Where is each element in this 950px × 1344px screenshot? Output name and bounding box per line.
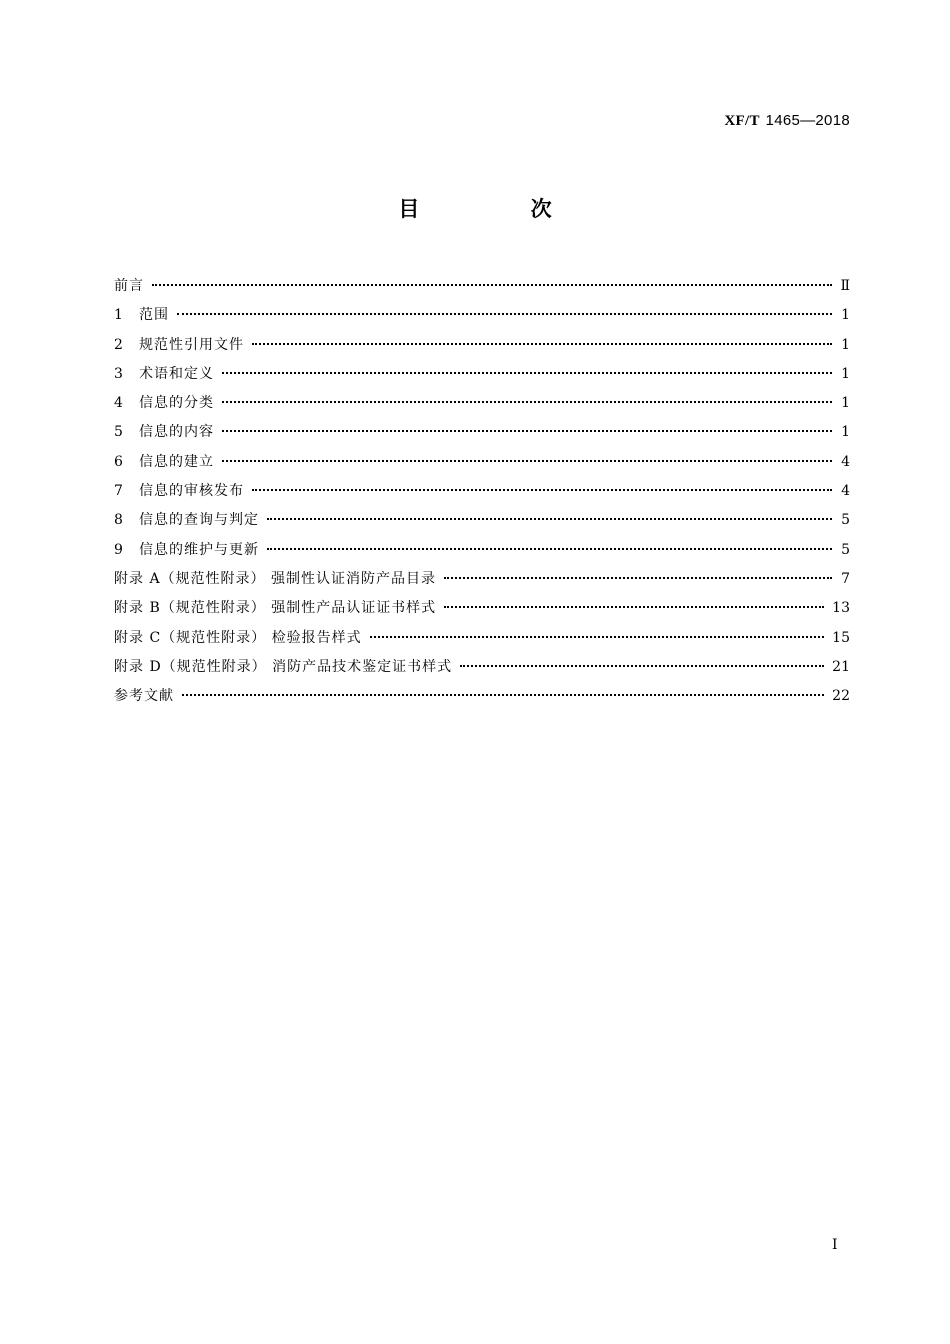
toc-row-1[interactable]	[114, 301, 850, 330]
toc-section-number: 4	[114, 395, 123, 412]
toc-page-number: 1	[841, 307, 850, 324]
toc-label	[114, 389, 214, 418]
toc-label	[114, 301, 169, 330]
toc-label	[114, 506, 259, 535]
dot-leader	[267, 548, 832, 550]
toc-page-number: 1	[841, 395, 850, 412]
dot-leader	[460, 665, 824, 667]
toc-row-4[interactable]	[114, 389, 850, 418]
toc-page-number: 7	[841, 570, 850, 587]
page-title: 目 次	[398, 197, 604, 221]
toc-label	[114, 536, 259, 565]
toc-section-number: 3	[114, 365, 123, 382]
dot-leader	[444, 577, 832, 579]
dot-leader	[267, 518, 832, 520]
toc-label: 前言	[114, 278, 144, 294]
toc-row-3[interactable]	[114, 360, 850, 389]
toc-row-8[interactable]	[114, 506, 850, 535]
toc-row-foreword[interactable]	[114, 272, 850, 301]
dot-leader	[182, 694, 824, 696]
toc-row-7[interactable]	[114, 477, 850, 506]
toc-section-number: 5	[114, 424, 123, 441]
dot-leader	[177, 313, 832, 315]
dot-leader	[152, 284, 832, 286]
standard-code	[724, 112, 850, 130]
toc-section-title: 信息的查询与判定	[139, 512, 259, 529]
toc-section-number: 6	[114, 453, 123, 470]
toc-page-number: 5	[841, 541, 850, 558]
toc-label: 附录 D（规范性附录） 消防产品技术鉴定证书样式	[114, 658, 453, 675]
toc-section-number: 1	[114, 307, 123, 324]
dot-leader	[444, 606, 824, 608]
toc-row-9[interactable]	[114, 536, 850, 565]
toc-section-title: 范围	[139, 307, 169, 324]
toc-label	[114, 418, 214, 447]
toc-section-number: 8	[114, 512, 123, 529]
toc-row-5[interactable]	[114, 418, 850, 447]
dot-leader	[222, 401, 832, 403]
standard-code-number: 1465—2018	[765, 112, 850, 129]
toc-page-number: 21	[832, 658, 850, 675]
toc-page-number: 13	[832, 600, 850, 617]
dot-leader	[252, 343, 832, 345]
toc-section-title: 信息的审核发布	[139, 483, 244, 500]
toc-row-2[interactable]	[114, 331, 850, 360]
toc-label	[114, 331, 244, 360]
toc-row-references[interactable]	[114, 682, 850, 711]
toc-section-title: 信息的分类	[139, 395, 214, 412]
toc-label	[114, 448, 214, 477]
toc-page-number: Ⅱ	[840, 278, 850, 294]
toc-section-title: 信息的内容	[139, 424, 214, 441]
toc-section-number: 7	[114, 483, 123, 500]
toc-row-appendix-b[interactable]	[114, 594, 850, 623]
toc-row-6[interactable]	[114, 448, 850, 477]
standard-code-prefix: XF/T	[724, 113, 760, 129]
table-of-contents	[114, 272, 850, 711]
toc-label	[114, 477, 244, 506]
toc-row-appendix-c[interactable]	[114, 624, 850, 653]
toc-page-number: 5	[841, 512, 850, 529]
toc-label: 附录 A（规范性附录） 强制性认证消防产品目录	[114, 570, 437, 587]
toc-page-number: 1	[841, 365, 850, 382]
toc-row-appendix-d[interactable]	[114, 653, 850, 682]
toc-page-number: 4	[841, 483, 850, 500]
toc-label: 参考文献	[114, 688, 174, 705]
toc-section-title: 术语和定义	[139, 365, 214, 382]
page-number: Ⅰ	[832, 1238, 838, 1253]
toc-page-number: 4	[841, 453, 850, 470]
toc-page-number: 15	[832, 629, 850, 646]
toc-section-number: 9	[114, 541, 123, 558]
toc-section-number: 2	[114, 336, 123, 353]
toc-page-number: 1	[841, 424, 850, 441]
toc-row-appendix-a[interactable]	[114, 565, 850, 594]
dot-leader	[222, 460, 832, 462]
dot-leader	[222, 430, 832, 432]
toc-section-title: 信息的建立	[139, 453, 214, 470]
dot-leader	[222, 372, 832, 374]
toc-section-title: 规范性引用文件	[139, 336, 244, 353]
toc-label: 附录 C（规范性附录） 检验报告样式	[114, 629, 362, 646]
dot-leader	[370, 636, 825, 638]
toc-label: 附录 B（规范性附录） 强制性产品认证证书样式	[114, 600, 437, 617]
toc-section-title: 信息的维护与更新	[139, 541, 259, 558]
dot-leader	[252, 489, 832, 491]
toc-page-number: 1	[841, 336, 850, 353]
toc-label	[114, 360, 214, 389]
toc-page-number: 22	[832, 688, 850, 705]
